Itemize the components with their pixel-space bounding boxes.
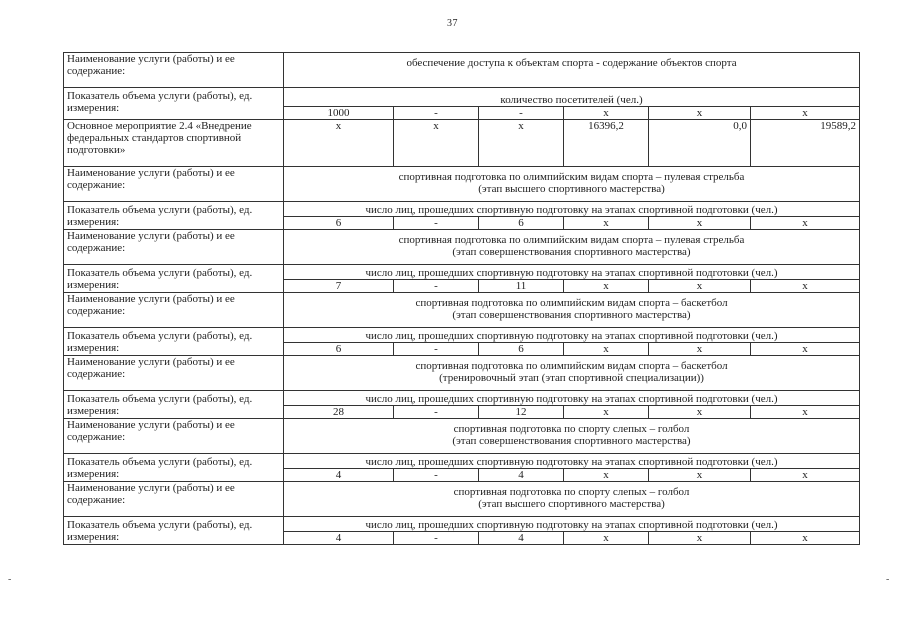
indicator-label: Показатель объема услуги (работы), ед. измерения: — [64, 391, 284, 419]
service-name-line1: спортивная подготовка по олимпийским видам спорта – пулевая стрельба — [398, 234, 745, 246]
service-name-value — [284, 356, 860, 391]
service-name-value — [284, 167, 860, 202]
value-cell: - — [394, 532, 479, 545]
indicator-title: число лиц, прошедших спортивную подготовку на этапах спортивной подготовки (чел.) — [284, 517, 860, 532]
indicator-label: Показатель объема услуги (работы), ед. измерения: — [64, 265, 284, 293]
value-cell: - — [394, 469, 479, 482]
service-name-value — [284, 230, 860, 265]
service-table-body — [64, 53, 860, 545]
service-name-line1: спортивная подготовка по олимпийским видам спорта – баскетбол — [415, 360, 728, 372]
indicator-header-row — [64, 328, 860, 343]
value-cell: х — [564, 107, 649, 120]
service-name-row — [64, 419, 860, 454]
service-name-row — [64, 230, 860, 265]
service-name-line1: спортивная подготовка по спорту слепых – голбол — [453, 486, 690, 498]
value-cell: 1000 — [284, 107, 394, 120]
value-cell: х — [564, 217, 649, 230]
service-name-row — [64, 53, 860, 88]
indicator-label: Показатель объема услуги (работы), ед. измерения: — [64, 328, 284, 356]
value-cell: 12 — [479, 406, 564, 419]
page-number: 37 — [447, 18, 458, 29]
value-cell: 4 — [284, 469, 394, 482]
service-name-line2: (этап совершенствования спортивного мастерства) — [452, 246, 691, 258]
value-cell: х — [649, 406, 751, 419]
service-name-label: Наименование услуги (работы) и ее содержание: — [64, 482, 284, 517]
service-name-label: Наименование услуги (работы) и ее содержание: — [64, 53, 284, 88]
value-cell: х — [649, 532, 751, 545]
value-cell: - — [394, 343, 479, 356]
service-name-value — [284, 419, 860, 454]
service-name-line2: (этап совершенствования спортивного мастерства) — [452, 435, 691, 447]
value-cell: х — [751, 280, 860, 293]
service-name-row — [64, 293, 860, 328]
indicator-title: количество посетителей (чел.) — [284, 88, 860, 107]
service-table — [63, 52, 860, 545]
value-cell: х — [479, 120, 564, 167]
service-name-row — [64, 356, 860, 391]
value-cell: 4 — [284, 532, 394, 545]
indicator-title: число лиц, прошедших спортивную подготовку на этапах спортивной подготовки (чел.) — [284, 265, 860, 280]
value-cell: 7 — [284, 280, 394, 293]
service-name-line2: (этап высшего спортивного мастерства) — [478, 498, 665, 510]
value-cell: 16396,2 — [564, 120, 649, 167]
margin-mark: - — [886, 574, 890, 585]
value-cell: х — [649, 217, 751, 230]
indicator-label: Показатель объема услуги (работы), ед. измерения: — [64, 517, 284, 545]
value-cell: 6 — [284, 217, 394, 230]
indicator-header-row — [64, 202, 860, 217]
value-cell: х — [564, 532, 649, 545]
value-cell: х — [751, 532, 860, 545]
service-name-line2: (тренировочный этап (этап спортивной специализации)) — [439, 372, 704, 384]
value-cell: 11 — [479, 280, 564, 293]
value-cell: х — [649, 469, 751, 482]
value-cell: 6 — [479, 217, 564, 230]
indicator-title: число лиц, прошедших спортивную подготовку на этапах спортивной подготовки (чел.) — [284, 328, 860, 343]
service-name-value — [284, 482, 860, 517]
value-cell: х — [649, 107, 751, 120]
value-cell: х — [751, 343, 860, 356]
value-cell: 6 — [479, 343, 564, 356]
indicator-title: число лиц, прошедших спортивную подготовку на этапах спортивной подготовки (чел.) — [284, 454, 860, 469]
value-cell: х — [394, 120, 479, 167]
service-name-value: обеспечение доступа к объектам спорта - содержание объектов спорта — [284, 53, 860, 88]
value-cell: х — [284, 120, 394, 167]
service-name-label: Наименование услуги (работы) и ее содержание: — [64, 419, 284, 454]
value-cell: 6 — [284, 343, 394, 356]
value-cell: х — [564, 280, 649, 293]
service-name-label: Наименование услуги (работы) и ее содержание: — [64, 356, 284, 391]
indicator-header-row — [64, 454, 860, 469]
value-cell: х — [564, 343, 649, 356]
value-cell: х — [751, 469, 860, 482]
value-cell: 28 — [284, 406, 394, 419]
service-name-label: Наименование услуги (работы) и ее содержание: — [64, 167, 284, 202]
service-name-value — [284, 293, 860, 328]
indicator-header-row — [64, 517, 860, 532]
value-cell: х — [649, 280, 751, 293]
value-cell: - — [394, 107, 479, 120]
main-event-row — [64, 120, 860, 167]
indicator-header-row — [64, 265, 860, 280]
main-event-label: Основное мероприятие 2.4 «Внедрение федеральных стандартов спортивной подготовки» — [64, 120, 284, 167]
value-cell: х — [751, 406, 860, 419]
service-name-line1: спортивная подготовка по спорту слепых – голбол — [453, 423, 690, 435]
value-cell: 4 — [479, 469, 564, 482]
indicator-label: Показатель объема услуги (работы), ед. измерения: — [64, 454, 284, 482]
value-cell: х — [564, 469, 649, 482]
service-name-line2: (этап совершенствования спортивного мастерства) — [452, 309, 691, 321]
value-cell: 19589,2 — [751, 120, 860, 167]
value-cell: х — [649, 343, 751, 356]
service-name-label: Наименование услуги (работы) и ее содержание: — [64, 230, 284, 265]
value-cell: х — [751, 107, 860, 120]
value-cell: 0,0 — [649, 120, 751, 167]
service-name-line1: спортивная подготовка по олимпийским видам спорта – пулевая стрельба — [398, 171, 745, 183]
value-cell: - — [479, 107, 564, 120]
margin-mark: - — [8, 574, 12, 585]
value-cell: х — [751, 217, 860, 230]
value-cell: 4 — [479, 532, 564, 545]
value-cell: - — [394, 406, 479, 419]
value-cell: - — [394, 217, 479, 230]
indicator-title: число лиц, прошедших спортивную подготовку на этапах спортивной подготовки (чел.) — [284, 202, 860, 217]
service-name-row — [64, 482, 860, 517]
service-name-row — [64, 167, 860, 202]
indicator-header-row — [64, 88, 860, 107]
value-cell: - — [394, 280, 479, 293]
service-name-line2: (этап высшего спортивного мастерства) — [478, 183, 665, 195]
indicator-label: Показатель объема услуги (работы), ед. измерения: — [64, 202, 284, 230]
service-name-line1: спортивная подготовка по олимпийским видам спорта – баскетбол — [415, 297, 728, 309]
indicator-label: Показатель объема услуги (работы), ед. измерения: — [64, 88, 284, 120]
indicator-header-row — [64, 391, 860, 406]
service-name-label: Наименование услуги (работы) и ее содержание: — [64, 293, 284, 328]
value-cell: х — [564, 406, 649, 419]
indicator-title: число лиц, прошедших спортивную подготовку на этапах спортивной подготовки (чел.) — [284, 391, 860, 406]
